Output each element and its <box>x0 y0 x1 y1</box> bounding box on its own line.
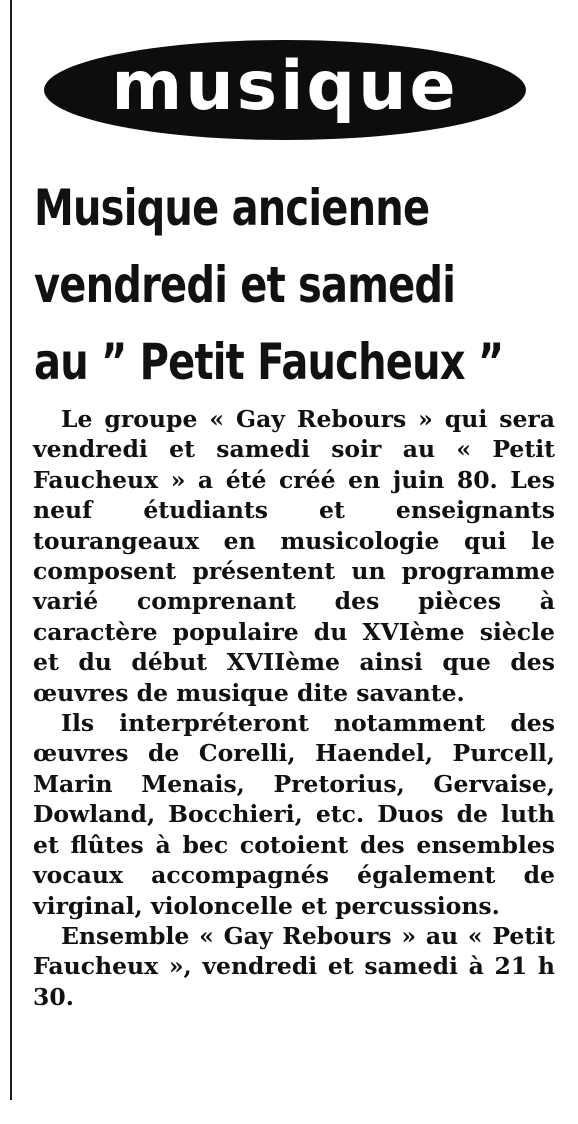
article-paragraph-3: Ensemble « Gay Rebours » au « Petit Faucheux », vendredi et samedi à 21 h 30. <box>33 921 555 1011</box>
column-rule <box>10 0 12 1100</box>
article-paragraph-2: Ils interpréteront notamment des œuvres de Corelli, Haendel, Purcell, Marin Menais, Pretorius, Gervaise, Dowland, Bocchieri, etc. Duos de luth et flûtes à bec cotoient des ensembles vocaux accompagnés également de virginal, violoncelle et percussions. <box>33 709 555 920</box>
headline-line-3: au ” Petit Faucheux ” <box>34 333 504 391</box>
headline <box>34 170 504 401</box>
headline-line-2: vendredi et samedi <box>34 256 456 314</box>
section-banner <box>44 40 526 140</box>
article-body <box>33 404 555 1012</box>
article-paragraph-1: Le groupe « Gay Rebours » qui sera vendredi et samedi soir au « Petit Faucheux » a été créé en juin 80. Les neuf étudiants et enseignants tourangeaux en musicologie qui le composent présentent un programme varié comprenant des pièces à caractère populaire du XVIème siècle et du début XVIIème ainsi que des œuvres de musique dite savante. <box>33 405 555 707</box>
headline-line-1: Musique ancienne <box>34 179 430 237</box>
section-label: musique <box>111 47 459 126</box>
